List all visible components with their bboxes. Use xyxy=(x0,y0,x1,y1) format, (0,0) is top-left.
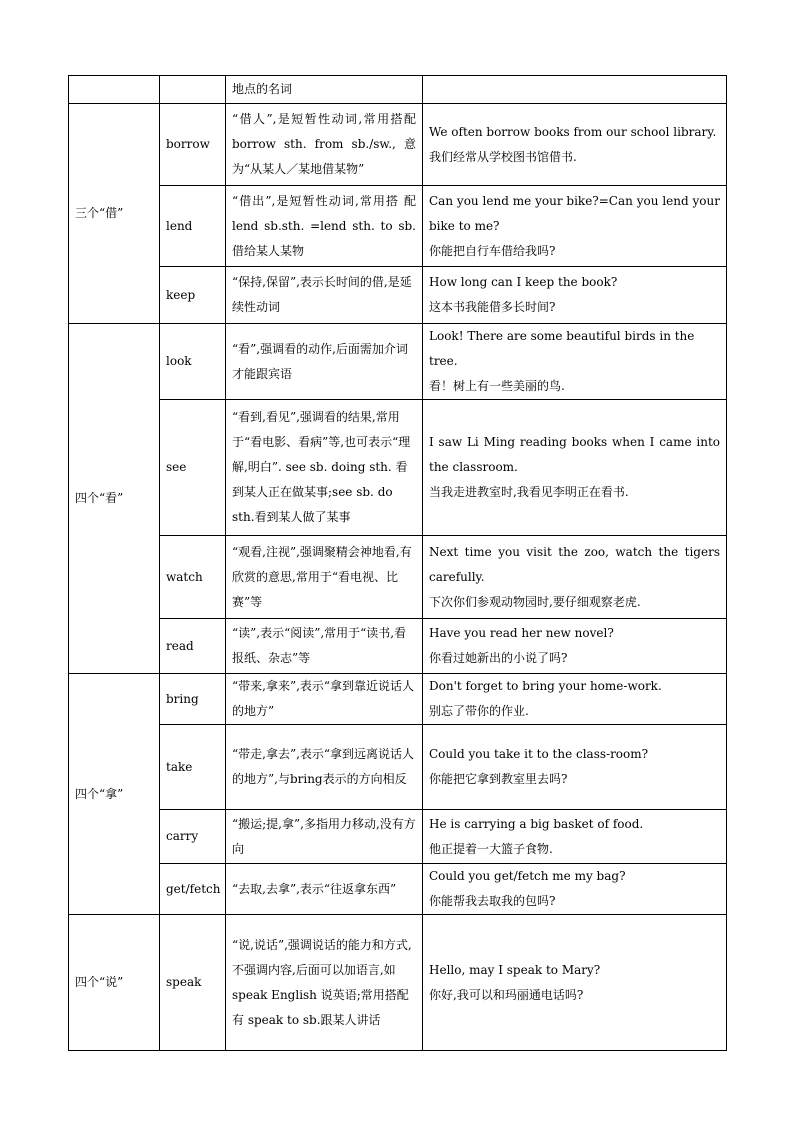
example-cell xyxy=(423,104,727,186)
usage-cell: “搬运;提,拿”,多指用力移动,没有方向 xyxy=(226,810,423,864)
group-label: 四个“拿” xyxy=(69,674,160,915)
word-cell: watch xyxy=(160,536,226,619)
example-cell xyxy=(423,915,727,1051)
table-row xyxy=(69,400,727,536)
example-chinese: 别忘了带你的作业. xyxy=(429,704,529,718)
word-cell: borrow xyxy=(160,104,226,186)
example-english: Could you get/fetch me my bag? xyxy=(429,869,626,883)
example-english: I saw Li Ming reading books when I came into the classroom. xyxy=(429,435,720,474)
table-row xyxy=(69,76,727,104)
example-chinese: 你好,我可以和玛丽通电话吗? xyxy=(429,987,584,1002)
word-cell: lend xyxy=(160,186,226,267)
word-cell: carry xyxy=(160,810,226,864)
example-english: Can you lend me your bike?=Can you lend your bike to me? xyxy=(429,193,720,233)
group-label: 四个“看” xyxy=(69,324,160,674)
example-cell xyxy=(423,725,727,810)
word-cell xyxy=(160,76,226,104)
word-cell: get/fetch xyxy=(160,864,226,915)
example-cell xyxy=(423,76,727,104)
example-chinese: 我们经常从学校图书馆借书. xyxy=(429,149,577,164)
usage-cell: “保持,保留”,表示长时间的借,是延续性动词 xyxy=(226,267,423,324)
example-chinese: 你能把它拿到教室里去吗? xyxy=(429,772,568,786)
group-label: 三个“借” xyxy=(69,104,160,324)
example-cell xyxy=(423,619,727,674)
example-english: Next time you visit the zoo, watch the tigers carefully. xyxy=(429,544,720,584)
example-chinese: 你能帮我去取我的包吗? xyxy=(429,894,556,908)
table-row xyxy=(69,104,727,186)
usage-cell: “去取,去拿”,表示“往返拿东西” xyxy=(226,864,423,915)
table-row xyxy=(69,267,727,324)
table-row xyxy=(69,186,727,267)
group-cell xyxy=(69,76,160,104)
table-row xyxy=(69,864,727,915)
usage-cell: 地点的名词 xyxy=(226,76,423,104)
example-cell xyxy=(423,186,727,267)
word-cell: look xyxy=(160,324,226,400)
word-cell: keep xyxy=(160,267,226,324)
example-english: Look! There are some beautiful birds in the tree. xyxy=(429,329,695,368)
usage-cell: “观看,注视”,强调聚精会神地看,有欣赏的意思,常用于“看电视、比赛”等 xyxy=(226,536,423,619)
word-cell: take xyxy=(160,725,226,810)
example-chinese: 他正提着一大篮子食物. xyxy=(429,841,553,856)
example-cell xyxy=(423,267,727,324)
word-cell: bring xyxy=(160,674,226,725)
usage-cell: “说,说话”,强调说话的能力和方式,不强调内容,后面可以加语言,如 speak English 说英语;常用搭配有 speak to sb.跟某人讲话 xyxy=(226,915,423,1051)
example-cell xyxy=(423,324,727,400)
table-row xyxy=(69,725,727,810)
table-row xyxy=(69,619,727,674)
usage-cell: “带走,拿去”,表示“拿到远离说话人的地方”,与bring表示的方向相反 xyxy=(226,725,423,810)
table-row xyxy=(69,810,727,864)
example-english: Hello, may I speak to Mary? xyxy=(429,962,601,977)
usage-cell: “看”,强调看的动作,后面需加介词才能跟宾语 xyxy=(226,324,423,400)
usage-cell: “借出”,是短暂性动词,常用搭 配 lend sb.sth. =lend sth. to sb.借给某人某物 xyxy=(226,186,423,267)
group-label: 四个“说” xyxy=(69,915,160,1051)
example-chinese: 你看过她新出的小说了吗? xyxy=(429,651,568,665)
example-chinese: 下次你们参观动物园时,要仔细观察老虎. xyxy=(429,594,641,609)
example-chinese: 当我走进教室时,我看见李明正在看书. xyxy=(429,485,629,499)
usage-cell: “看到,看见”,强调看的结果,常用于“看电影、看病”等,也可表示“理解,明白”. see sb. doing sth. 看到某人正在做某事;see sb. do sth.看到某人做了某事 xyxy=(226,400,423,536)
vocabulary-table xyxy=(68,75,727,1051)
example-english: Don't forget to bring your home-work. xyxy=(429,679,662,693)
example-chinese: 看！树上有一些美丽的鸟. xyxy=(429,379,565,393)
word-cell: read xyxy=(160,619,226,674)
table-row xyxy=(69,324,727,400)
table-row xyxy=(69,915,727,1051)
usage-cell: “借人”,是短暂性动词,常用搭配 borrow sth. from sb./sw., 意为“从某人／某地借某物” xyxy=(226,104,423,186)
example-english: He is carrying a big basket of food. xyxy=(429,816,644,831)
example-english: Have you read her new novel? xyxy=(429,626,614,640)
example-chinese: 你能把自行车借给我吗? xyxy=(429,243,556,258)
word-cell: speak xyxy=(160,915,226,1051)
table-row xyxy=(69,674,727,725)
example-cell xyxy=(423,400,727,536)
example-cell xyxy=(423,864,727,915)
example-cell xyxy=(423,810,727,864)
example-english: Could you take it to the class-room? xyxy=(429,747,649,761)
example-cell xyxy=(423,674,727,725)
usage-cell: “带来,拿来”,表示“拿到靠近说话人的地方” xyxy=(226,674,423,725)
example-english: How long can I keep the book? xyxy=(429,275,618,289)
example-chinese: 这本书我能借多长时间? xyxy=(429,300,556,314)
table-row xyxy=(69,536,727,619)
usage-cell: “读”,表示“阅读”,常用于“读书,看报纸、杂志”等 xyxy=(226,619,423,674)
example-english: We often borrow books from our school library. xyxy=(429,124,717,139)
word-cell: see xyxy=(160,400,226,536)
example-cell xyxy=(423,536,727,619)
